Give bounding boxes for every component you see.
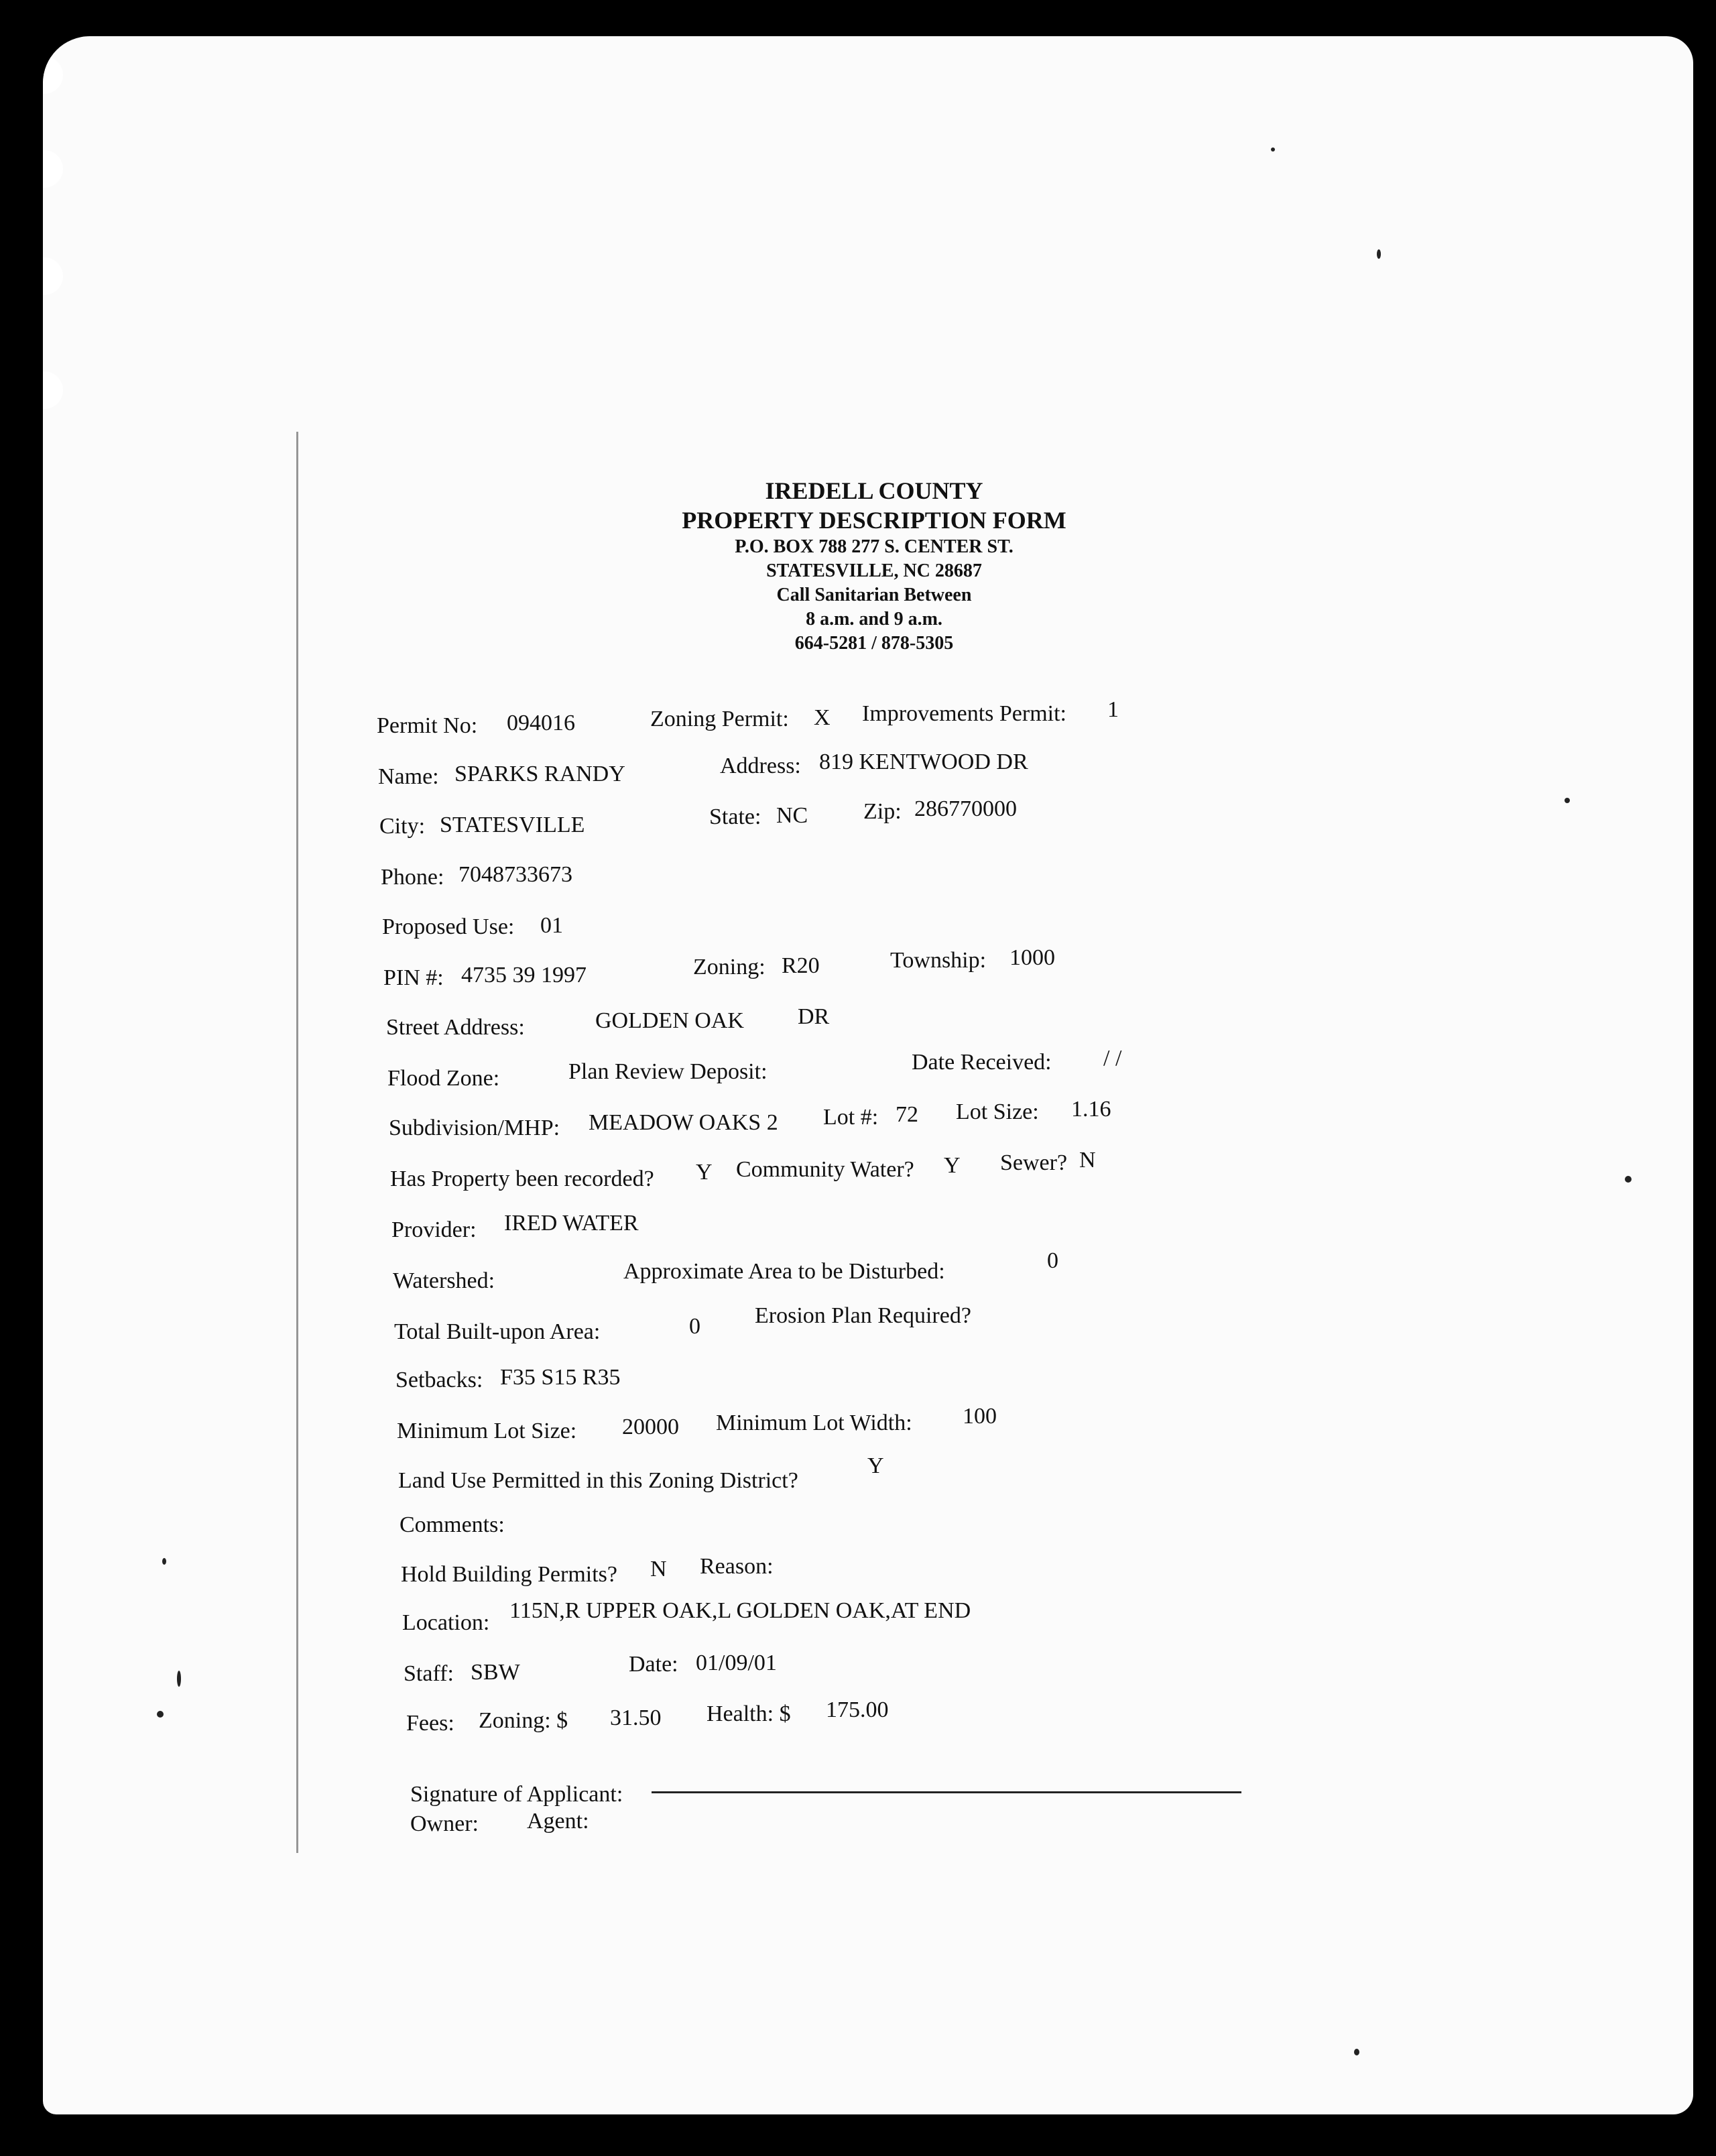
reason-label: Reason: — [700, 1554, 774, 1579]
lot-size-value: 1.16 — [1071, 1097, 1111, 1122]
office-phone: 664-5281 / 878-5305 — [794, 633, 954, 654]
lot-size-label: Lot Size: — [956, 1099, 1039, 1124]
sewer-label: Sewer? — [1000, 1150, 1068, 1175]
phone-value: 7048733673 — [458, 862, 572, 887]
area-disturbed-value: 0 — [1047, 1248, 1058, 1273]
township-label: Township: — [890, 948, 987, 973]
watershed-label: Watershed: — [393, 1268, 495, 1293]
provider-label: Provider: — [391, 1217, 477, 1242]
street-address-label: Street Address: — [386, 1015, 525, 1040]
property-recorded-value: Y — [696, 1160, 713, 1185]
office-address: P.O. BOX 788 277 S. CENTER ST. — [735, 536, 1014, 557]
call-hours: 8 a.m. and 9 a.m. — [806, 609, 942, 630]
plan-review-deposit-label: Plan Review Deposit: — [568, 1059, 768, 1084]
zip-value: 286770000 — [914, 796, 1017, 821]
zip-label: Zip: — [863, 799, 902, 824]
lot-no-value: 72 — [896, 1102, 918, 1127]
signature-label: Signature of Applicant: — [410, 1782, 623, 1807]
date-received-label: Date Received: — [912, 1050, 1052, 1075]
township-value: 1000 — [1009, 945, 1055, 970]
improvements-permit-label: Improvements Permit: — [862, 701, 1067, 726]
date-received-value: / / — [1103, 1046, 1122, 1071]
call-instructions: Call Sanitarian Between — [776, 585, 972, 605]
staff-value: SBW — [471, 1660, 520, 1685]
street-address-value: GOLDEN OAK — [595, 1008, 744, 1033]
permit-no-label: Permit No: — [377, 713, 478, 738]
agent-label: Agent: — [527, 1809, 589, 1834]
fees-zoning-value: 31.50 — [610, 1705, 662, 1730]
subdivision-value: MEADOW OAKS 2 — [589, 1110, 778, 1135]
built-upon-area-label: Total Built-upon Area: — [394, 1319, 601, 1344]
permit-no-value: 094016 — [507, 711, 575, 735]
hold-permits-label: Hold Building Permits? — [401, 1562, 617, 1587]
comments-label: Comments: — [400, 1512, 505, 1537]
street-address-suffix: DR — [798, 1004, 830, 1029]
setbacks-label: Setbacks: — [395, 1368, 483, 1392]
community-water-value: Y — [944, 1153, 961, 1178]
community-water-label: Community Water? — [736, 1157, 914, 1182]
location-value: 115N,R UPPER OAK,L GOLDEN OAK,AT END — [509, 1598, 971, 1623]
address-label: Address: — [720, 754, 801, 778]
fees-zoning-label: Zoning: $ — [479, 1708, 568, 1733]
proposed-use-value: 01 — [540, 913, 563, 938]
min-lot-size-value: 20000 — [622, 1415, 679, 1439]
name-label: Name: — [378, 764, 439, 789]
pin-value: 4735 39 1997 — [461, 963, 587, 987]
pin-label: PIN #: — [383, 965, 444, 990]
built-upon-area-value: 0 — [689, 1314, 700, 1339]
lot-no-label: Lot #: — [823, 1105, 879, 1130]
subdivision-label: Subdivision/MHP: — [389, 1116, 560, 1140]
zoning-permit-label: Zoning Permit: — [650, 707, 789, 731]
state-value: NC — [776, 803, 808, 828]
fees-health-label: Health: $ — [707, 1701, 791, 1726]
form-title: PROPERTY DESCRIPTION FORM — [682, 507, 1066, 534]
owner-label: Owner: — [410, 1811, 479, 1836]
fees-label: Fees: — [406, 1711, 454, 1736]
staff-label: Staff: — [404, 1661, 454, 1686]
fees-health-value: 175.00 — [826, 1697, 889, 1722]
min-lot-size-label: Minimum Lot Size: — [397, 1419, 577, 1443]
provider-value: IRED WATER — [504, 1211, 639, 1236]
property-recorded-label: Has Property been recorded? — [390, 1166, 654, 1191]
hold-permits-value: N — [650, 1557, 667, 1581]
erosion-plan-label: Erosion Plan Required? — [755, 1303, 971, 1328]
zoning-value: R20 — [782, 953, 820, 978]
setbacks-value: F35 S15 R35 — [500, 1365, 621, 1390]
land-use-label: Land Use Permitted in this Zoning District? — [398, 1468, 798, 1493]
flood-zone-label: Flood Zone: — [387, 1066, 500, 1091]
area-disturbed-label: Approximate Area to be Disturbed: — [623, 1259, 945, 1284]
zoning-permit-value: X — [814, 705, 831, 730]
zoning-label: Zoning: — [693, 955, 765, 979]
county-title: IREDELL COUNTY — [765, 477, 983, 504]
date-label: Date: — [629, 1652, 678, 1677]
sewer-value: N — [1079, 1148, 1096, 1173]
date-value: 01/09/01 — [696, 1651, 777, 1675]
land-use-value: Y — [867, 1453, 884, 1478]
name-value: SPARKS RANDY — [454, 762, 625, 786]
state-label: State: — [709, 804, 761, 829]
phone-label: Phone: — [381, 865, 444, 890]
min-lot-width-value: 100 — [963, 1404, 997, 1429]
city-label: City: — [379, 814, 426, 839]
signature-line — [652, 1791, 1241, 1793]
address-value: 819 KENTWOOD DR — [819, 750, 1028, 774]
city-value: STATESVILLE — [440, 813, 585, 837]
improvements-permit-value: 1 — [1107, 697, 1119, 722]
office-city: STATESVILLE, NC 28687 — [766, 560, 982, 581]
location-label: Location: — [402, 1610, 490, 1635]
min-lot-width-label: Minimum Lot Width: — [716, 1411, 912, 1435]
proposed-use-label: Proposed Use: — [382, 914, 515, 939]
